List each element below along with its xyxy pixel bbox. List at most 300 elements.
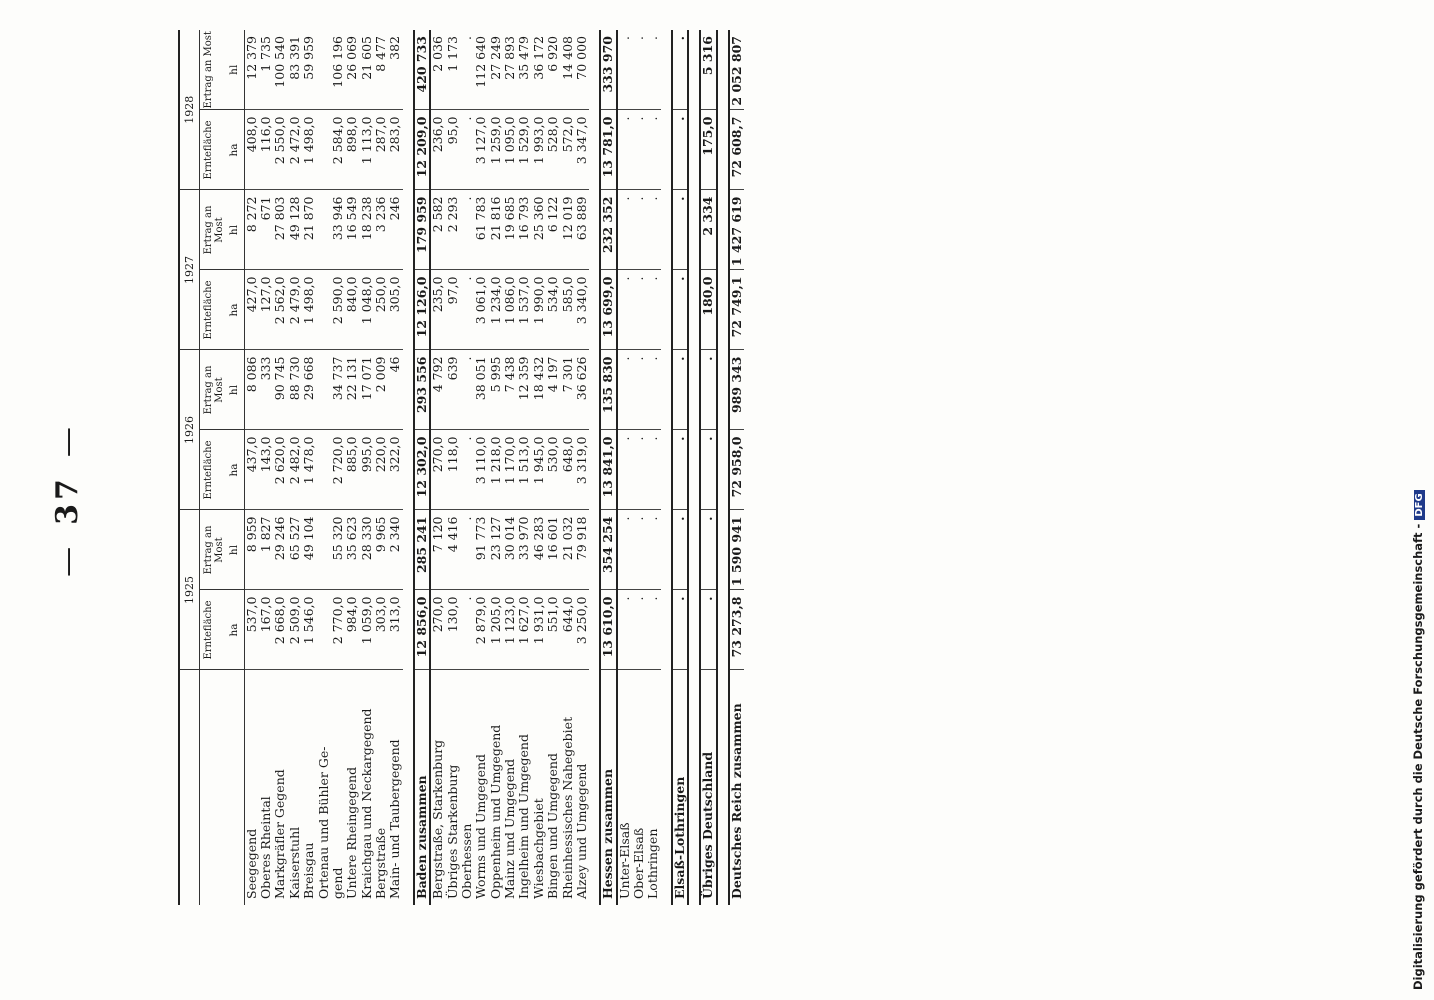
yield-cell: 61 783 bbox=[474, 190, 488, 270]
table-row bbox=[273, 30, 287, 905]
yield-cell: . bbox=[700, 350, 716, 430]
area-cell: . bbox=[632, 270, 646, 350]
area-cell: 1 218,0 bbox=[489, 430, 503, 510]
area-header: Erntefläche bbox=[199, 270, 228, 350]
table-row bbox=[489, 30, 503, 905]
area-cell: 1 205,0 bbox=[489, 590, 503, 670]
area-cell: . bbox=[617, 270, 632, 350]
region-name: Breisgau bbox=[301, 842, 317, 899]
area-cell: . bbox=[617, 430, 632, 510]
area-cell: . bbox=[672, 430, 688, 510]
region-name: Oberes Rheintal bbox=[258, 796, 274, 899]
area-cell: 72 749,1 bbox=[729, 270, 744, 350]
area-cell: 116,0 bbox=[259, 110, 273, 190]
area-cell: 175,0 bbox=[700, 110, 716, 190]
yield-cell: 8 959 bbox=[244, 510, 259, 590]
total-row bbox=[729, 30, 744, 905]
area-cell: 167,0 bbox=[259, 590, 273, 670]
table-row bbox=[632, 30, 646, 905]
yield-cell: 6 920 bbox=[546, 30, 560, 110]
area-cell: . bbox=[646, 110, 660, 190]
yield-header: Ertrag an Most bbox=[199, 510, 228, 590]
yield-cell: 7 438 bbox=[503, 350, 517, 430]
yield-cell: 55 320 bbox=[331, 510, 345, 590]
yield-cell: 16 793 bbox=[517, 190, 531, 270]
table-row bbox=[244, 30, 259, 905]
yield-cell: 5 316 bbox=[700, 30, 716, 110]
yield-cell: 16 601 bbox=[546, 510, 560, 590]
area-cell: . bbox=[460, 430, 474, 510]
yield-cell: 35 479 bbox=[517, 30, 531, 110]
area-cell: 1 113,0 bbox=[360, 110, 374, 190]
year-header: 1928 bbox=[179, 30, 199, 190]
yield-header: Ertrag an Most bbox=[199, 30, 228, 110]
region-name: Elsaß-Lothringen bbox=[672, 670, 688, 905]
header-blank bbox=[179, 670, 199, 905]
area-cell: 283,0 bbox=[388, 110, 402, 190]
yield-cell: 14 408 bbox=[561, 30, 575, 110]
area-cell: 1 095,0 bbox=[503, 110, 517, 190]
yield-cell: . bbox=[672, 190, 688, 270]
region-name: Ortenau und Bühler Ge- bbox=[315, 746, 331, 899]
yield-cell: 30 014 bbox=[503, 510, 517, 590]
area-cell: 13 610,0 bbox=[600, 590, 616, 670]
yield-cell bbox=[317, 510, 331, 590]
area-cell: 3 319,0 bbox=[575, 430, 589, 510]
yield-cell: 12 359 bbox=[517, 350, 531, 430]
table-body bbox=[244, 30, 744, 905]
yield-cell: 22 131 bbox=[345, 350, 359, 430]
yield-cell: 333 bbox=[259, 350, 273, 430]
yield-cell: 26 069 bbox=[345, 30, 359, 110]
digitization-footer: Digitalisierung gefördert durch die Deutsche Forschungsgemeinschaft -DFG bbox=[1411, 0, 1425, 990]
yield-cell: 91 773 bbox=[474, 510, 488, 590]
area-cell: . bbox=[700, 430, 716, 510]
area-cell: 130,0 bbox=[446, 590, 460, 670]
table-row bbox=[360, 30, 374, 905]
area-header: Erntefläche bbox=[199, 430, 228, 510]
area-cell: 3 347,0 bbox=[575, 110, 589, 190]
yield-cell bbox=[317, 30, 331, 110]
area-cell: 13 781,0 bbox=[600, 110, 616, 190]
region-name: Kraichgau und Neckargegend bbox=[358, 708, 374, 899]
area-cell: 13 841,0 bbox=[600, 430, 616, 510]
area-cell: 2 472,0 bbox=[288, 110, 302, 190]
table-row bbox=[446, 30, 460, 905]
yield-cell: 46 283 bbox=[532, 510, 546, 590]
area-cell: 1 498,0 bbox=[302, 110, 316, 190]
yield-cell: 29 668 bbox=[302, 350, 316, 430]
yield-cell: 12 379 bbox=[244, 30, 259, 110]
row-gap bbox=[661, 30, 672, 905]
yield-cell: 90 745 bbox=[273, 350, 287, 430]
yield-cell: . bbox=[632, 350, 646, 430]
area-cell: 95,0 bbox=[446, 110, 460, 190]
yield-cell: . bbox=[617, 510, 632, 590]
table-row bbox=[460, 30, 474, 905]
yield-cell: 59 959 bbox=[302, 30, 316, 110]
area-cell: 840,0 bbox=[345, 270, 359, 350]
region-name: Main- und Taubergegend bbox=[387, 739, 403, 899]
yield-cell: 36 172 bbox=[532, 30, 546, 110]
area-cell: 1 234,0 bbox=[489, 270, 503, 350]
yield-cell: 106 196 bbox=[331, 30, 345, 110]
yield-cell: . bbox=[617, 190, 632, 270]
region-name: Oppenheim und Umgegend bbox=[487, 724, 503, 899]
yield-cell: 25 360 bbox=[532, 190, 546, 270]
area-cell: 322,0 bbox=[388, 430, 402, 510]
area-cell: 1 086,0 bbox=[503, 270, 517, 350]
yield-cell: 65 527 bbox=[288, 510, 302, 590]
area-cell: 1 529,0 bbox=[517, 110, 531, 190]
area-cell: 1 931,0 bbox=[532, 590, 546, 670]
yield-unit: hl bbox=[228, 510, 245, 590]
yield-cell: 1 427 619 bbox=[729, 190, 744, 270]
area-unit: ha bbox=[228, 270, 245, 350]
yield-cell: 1 827 bbox=[259, 510, 273, 590]
yield-cell: . bbox=[460, 190, 474, 270]
area-unit: ha bbox=[228, 430, 245, 510]
area-cell: 220,0 bbox=[374, 430, 388, 510]
area-cell: 995,0 bbox=[360, 430, 374, 510]
yield-cell: 420 733 bbox=[414, 30, 430, 110]
yield-cell: 28 330 bbox=[360, 510, 374, 590]
yield-cell: . bbox=[632, 510, 646, 590]
table-row bbox=[532, 30, 546, 905]
yield-cell: 382 bbox=[388, 30, 402, 110]
area-unit: ha bbox=[228, 110, 245, 190]
area-cell: 528,0 bbox=[546, 110, 560, 190]
area-cell: . bbox=[617, 590, 632, 670]
yield-unit: hl bbox=[228, 30, 245, 110]
area-cell: 1 513,0 bbox=[517, 430, 531, 510]
area-cell: 2 562,0 bbox=[273, 270, 287, 350]
area-cell: 12 856,0 bbox=[414, 590, 430, 670]
yield-cell: 6 122 bbox=[546, 190, 560, 270]
area-cell: 585,0 bbox=[561, 270, 575, 350]
area-cell: 898,0 bbox=[345, 110, 359, 190]
area-cell: 305,0 bbox=[388, 270, 402, 350]
area-cell: 1 123,0 bbox=[503, 590, 517, 670]
area-cell: 1 170,0 bbox=[503, 430, 517, 510]
yield-cell: 671 bbox=[259, 190, 273, 270]
yield-cell: 49 104 bbox=[302, 510, 316, 590]
yield-cell: 333 970 bbox=[600, 30, 616, 110]
yield-cell: 179 959 bbox=[414, 190, 430, 270]
area-cell: 235,0 bbox=[430, 270, 445, 350]
row-gap bbox=[688, 30, 700, 905]
region-name: Hessen zusammen bbox=[600, 670, 616, 905]
yield-cell: 21 605 bbox=[360, 30, 374, 110]
table-row bbox=[503, 30, 517, 905]
table-row bbox=[374, 30, 388, 905]
area-cell: 408,0 bbox=[244, 110, 259, 190]
yield-cell: 27 893 bbox=[503, 30, 517, 110]
area-cell: 572,0 bbox=[561, 110, 575, 190]
table-row bbox=[561, 30, 575, 905]
table-row bbox=[388, 30, 402, 905]
yield-cell: 8 272 bbox=[244, 190, 259, 270]
yield-cell: 49 128 bbox=[288, 190, 302, 270]
yield-cell: 293 556 bbox=[414, 350, 430, 430]
yield-cell: 135 830 bbox=[600, 350, 616, 430]
area-cell: 1 259,0 bbox=[489, 110, 503, 190]
table-row bbox=[617, 30, 632, 905]
area-cell: 1 627,0 bbox=[517, 590, 531, 670]
yield-cell: 9 965 bbox=[374, 510, 388, 590]
area-cell: . bbox=[460, 270, 474, 350]
yield-cell: 19 685 bbox=[503, 190, 517, 270]
subtotal-row bbox=[414, 30, 430, 905]
area-cell: 3 110,0 bbox=[474, 430, 488, 510]
yield-cell: 354 254 bbox=[600, 510, 616, 590]
yield-cell: 46 bbox=[388, 350, 402, 430]
yield-cell: 27 803 bbox=[273, 190, 287, 270]
region-name: Untere Rheingegend bbox=[344, 766, 360, 899]
page-number: —37— bbox=[50, 423, 85, 577]
region-name: Ingelheim und Umgegend bbox=[516, 734, 532, 899]
area-cell: . bbox=[646, 430, 660, 510]
area-cell: 72 608,7 bbox=[729, 110, 744, 190]
region-name: Unter-Elsaß bbox=[616, 822, 632, 899]
table-row bbox=[646, 30, 660, 905]
area-cell: 534,0 bbox=[546, 270, 560, 350]
year-header: 1926 bbox=[179, 350, 199, 510]
table-row bbox=[546, 30, 560, 905]
area-cell: . bbox=[672, 110, 688, 190]
yield-cell: 4 197 bbox=[546, 350, 560, 430]
area-cell: 427,0 bbox=[244, 270, 259, 350]
region-name: Bingen und Umgegend bbox=[545, 753, 561, 899]
yield-cell: 2 052 807 bbox=[729, 30, 744, 110]
area-cell: 1 993,0 bbox=[532, 110, 546, 190]
area-cell: 530,0 bbox=[546, 430, 560, 510]
yield-cell: 8 086 bbox=[244, 350, 259, 430]
table-row bbox=[474, 30, 488, 905]
yield-cell: 2 340 bbox=[388, 510, 402, 590]
year-header: 1927 bbox=[179, 190, 199, 350]
yield-cell: . bbox=[617, 30, 632, 110]
region-name: Seegegend bbox=[243, 828, 259, 899]
area-cell: 2 620,0 bbox=[273, 430, 287, 510]
year-header: 1925 bbox=[179, 510, 199, 670]
area-cell: 270,0 bbox=[430, 590, 445, 670]
yield-cell: 29 246 bbox=[273, 510, 287, 590]
yield-cell: 79 918 bbox=[575, 510, 589, 590]
yield-cell: 21 870 bbox=[302, 190, 316, 270]
page-number-value: 37 bbox=[50, 475, 85, 525]
region-name: Rheinhessisches Nahegebiet bbox=[559, 716, 575, 899]
area-cell: . bbox=[460, 110, 474, 190]
yield-cell: 17 071 bbox=[360, 350, 374, 430]
area-cell: 1 498,0 bbox=[302, 270, 316, 350]
area-header: Erntefläche bbox=[199, 590, 228, 670]
yield-cell: . bbox=[646, 30, 660, 110]
column-units bbox=[228, 30, 245, 905]
wine-yield-table bbox=[178, 30, 744, 905]
area-cell: 885,0 bbox=[345, 430, 359, 510]
dfg-logo: DFG bbox=[1414, 490, 1425, 519]
area-cell: 2 590,0 bbox=[331, 270, 345, 350]
area-cell: 2 509,0 bbox=[288, 590, 302, 670]
area-cell: 3 340,0 bbox=[575, 270, 589, 350]
yield-cell: 639 bbox=[446, 350, 460, 430]
area-cell: 73 273,8 bbox=[729, 590, 744, 670]
area-cell: 3 127,0 bbox=[474, 110, 488, 190]
yield-cell: 246 bbox=[388, 190, 402, 270]
region-name: Worms und Umgegend bbox=[473, 753, 489, 899]
area-cell: 118,0 bbox=[446, 430, 460, 510]
region-name: Deutsches Reich zusammen bbox=[729, 670, 744, 905]
area-cell: 1 546,0 bbox=[302, 590, 316, 670]
area-cell: 2 482,0 bbox=[288, 430, 302, 510]
area-cell: 3 061,0 bbox=[474, 270, 488, 350]
area-cell: 143,0 bbox=[259, 430, 273, 510]
yield-cell: . bbox=[460, 510, 474, 590]
yield-cell: . bbox=[646, 190, 660, 270]
yield-cell: 112 640 bbox=[474, 30, 488, 110]
area-unit: ha bbox=[228, 590, 245, 670]
area-cell: 2 550,0 bbox=[273, 110, 287, 190]
yield-unit: hl bbox=[228, 350, 245, 430]
region-name: Übriges Starkenburg bbox=[444, 764, 460, 899]
area-cell: 1 990,0 bbox=[532, 270, 546, 350]
yield-cell: 21 032 bbox=[561, 510, 575, 590]
yield-cell: 34 737 bbox=[331, 350, 345, 430]
area-cell: 551,0 bbox=[546, 590, 560, 670]
region-name: Lothringen bbox=[645, 828, 661, 899]
yield-cell: 2 009 bbox=[374, 350, 388, 430]
table-row bbox=[430, 30, 445, 905]
subtotal-row bbox=[600, 30, 616, 905]
subtotal-row bbox=[700, 30, 716, 905]
yield-cell: 232 352 bbox=[600, 190, 616, 270]
area-cell: 644,0 bbox=[561, 590, 575, 670]
area-cell: 97,0 bbox=[446, 270, 460, 350]
row-gap bbox=[403, 30, 414, 905]
area-cell: 287,0 bbox=[374, 110, 388, 190]
region-name: Wiesbachgebiet bbox=[530, 798, 546, 899]
area-cell: 2 584,0 bbox=[331, 110, 345, 190]
area-cell: 537,0 bbox=[244, 590, 259, 670]
yield-cell: 18 238 bbox=[360, 190, 374, 270]
area-cell: . bbox=[632, 430, 646, 510]
yield-cell: 100 540 bbox=[273, 30, 287, 110]
yield-cell: 12 019 bbox=[561, 190, 575, 270]
yield-cell: 2 334 bbox=[700, 190, 716, 270]
yield-cell: 7 301 bbox=[561, 350, 575, 430]
subtotal-row bbox=[672, 30, 688, 905]
area-cell: 1 048,0 bbox=[360, 270, 374, 350]
yield-cell: 23 127 bbox=[489, 510, 503, 590]
area-cell: . bbox=[672, 590, 688, 670]
area-cell: 127,0 bbox=[259, 270, 273, 350]
area-cell: 12 209,0 bbox=[414, 110, 430, 190]
area-cell bbox=[317, 430, 331, 510]
yield-cell: 27 249 bbox=[489, 30, 503, 110]
region-name: Baden zusammen bbox=[414, 670, 430, 905]
yield-cell: 88 730 bbox=[288, 350, 302, 430]
region-name: Mainz und Umgegend bbox=[502, 758, 518, 899]
region-name: gend bbox=[329, 867, 345, 899]
yield-cell: 2 036 bbox=[430, 30, 445, 110]
yield-cell: 33 946 bbox=[331, 190, 345, 270]
table-row bbox=[575, 30, 589, 905]
area-cell: 1 059,0 bbox=[360, 590, 374, 670]
area-cell: 303,0 bbox=[374, 590, 388, 670]
area-cell bbox=[317, 110, 331, 190]
area-cell: 270,0 bbox=[430, 430, 445, 510]
area-cell: . bbox=[646, 270, 660, 350]
yield-cell: . bbox=[646, 510, 660, 590]
yield-cell: 1 590 941 bbox=[729, 510, 744, 590]
area-cell: 3 250,0 bbox=[575, 590, 589, 670]
region-name: Alzey und Umgegend bbox=[573, 763, 589, 899]
area-cell bbox=[317, 590, 331, 670]
area-cell: 72 958,0 bbox=[729, 430, 744, 510]
area-cell: 13 699,0 bbox=[600, 270, 616, 350]
yield-cell: . bbox=[672, 510, 688, 590]
area-cell: 2 879,0 bbox=[474, 590, 488, 670]
yield-cell: 2 582 bbox=[430, 190, 445, 270]
yield-header: Ertrag an Most bbox=[199, 350, 228, 430]
region-name: Oberhessen bbox=[458, 823, 474, 899]
yield-cell: 3 236 bbox=[374, 190, 388, 270]
yield-cell: 63 889 bbox=[575, 190, 589, 270]
region-name: Ober-Elsaß bbox=[631, 827, 647, 899]
region-name: Bergstraße bbox=[373, 827, 389, 899]
row-gap bbox=[589, 30, 600, 905]
area-cell: 437,0 bbox=[244, 430, 259, 510]
yield-cell: 36 626 bbox=[575, 350, 589, 430]
yield-cell: 7 120 bbox=[430, 510, 445, 590]
region-name: Übriges Deutschland bbox=[700, 670, 716, 905]
yield-cell: . bbox=[700, 510, 716, 590]
area-cell: . bbox=[672, 270, 688, 350]
area-cell: 648,0 bbox=[561, 430, 575, 510]
area-cell: 12 302,0 bbox=[414, 430, 430, 510]
area-header: Erntefläche bbox=[199, 110, 228, 190]
table-row bbox=[345, 30, 359, 905]
column-subheaders bbox=[199, 30, 228, 905]
area-cell: . bbox=[700, 590, 716, 670]
area-cell: 236,0 bbox=[430, 110, 445, 190]
yield-cell: . bbox=[460, 350, 474, 430]
area-cell: 1 945,0 bbox=[532, 430, 546, 510]
area-cell: 1 537,0 bbox=[517, 270, 531, 350]
yield-cell: 21 816 bbox=[489, 190, 503, 270]
table-row bbox=[331, 30, 345, 905]
area-cell: 180,0 bbox=[700, 270, 716, 350]
yield-cell: 35 623 bbox=[345, 510, 359, 590]
yield-header: Ertrag an Most bbox=[199, 190, 228, 270]
yield-cell bbox=[317, 190, 331, 270]
yield-cell bbox=[317, 350, 331, 430]
yield-cell: . bbox=[632, 30, 646, 110]
area-cell: . bbox=[632, 590, 646, 670]
yield-cell: 4 792 bbox=[430, 350, 445, 430]
area-cell: . bbox=[617, 110, 632, 190]
area-cell: 1 478,0 bbox=[302, 430, 316, 510]
area-cell: 2 770,0 bbox=[331, 590, 345, 670]
yield-cell: 33 970 bbox=[517, 510, 531, 590]
area-cell: 984,0 bbox=[345, 590, 359, 670]
area-cell: 12 126,0 bbox=[414, 270, 430, 350]
yield-unit: hl bbox=[228, 190, 245, 270]
area-cell: 2 479,0 bbox=[288, 270, 302, 350]
yield-cell: . bbox=[617, 350, 632, 430]
table-row bbox=[317, 30, 331, 905]
